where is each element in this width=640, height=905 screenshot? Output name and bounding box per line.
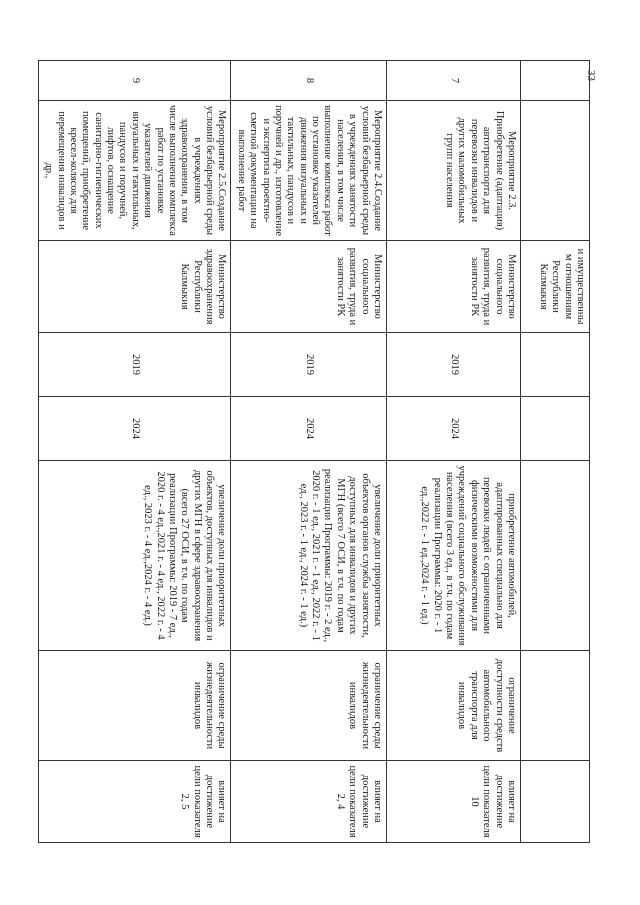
table-row [387,61,521,843]
cell-number [521,61,590,101]
cell-end-year: 2024 [38,397,231,461]
cell-end-year: 2024 [231,397,387,461]
cell-consequence [521,651,590,761]
cell-number: 7 [387,61,521,101]
cell-start-year: 2019 [231,333,387,397]
cell-indicator-link: влияет на достижение цели показателя 2, 5 [38,761,231,843]
cell-measure [521,101,590,241]
table-row [231,61,387,843]
cell-number: 8 [231,61,387,101]
page-number: 33 [585,70,597,81]
cell-measure: Мероприятие 2.4.Создание условий безбарьерной среды в учреждениях занятости населения, в том числе выполнение комплекса работ по установке указателей движения визуальных и тактильных, пандусов и поручней и др., изготовление и экспертиза проектно-сметной документации на выполнение работ [231,101,387,241]
cell-end-year [521,397,590,461]
cell-consequence: ограничение среды жизнедеятельности инвалидов [231,651,387,761]
cell-expected-result: приобретение автомобилей, адаптированных специально для перевозки людей с ограниченными физическими возможностями для учреждений социального обслуживания населения (всего 3 ед., в т.ч. по годам реализации Программы: 2020 г. - 1 ед.,2022 г. - 1 ед.,2024 г. - 1 ед.) [387,461,521,651]
cell-measure: Мероприятие 2.5.Создание условий безбарьерной среды в учреждениях здравоохранения, в том числе выполнение комплекса работ по установке указателей движения визуальных и тактильных, пандусов и поручней, лифтов, оснащение санитарно-гигиенических помещений, приобретение кресел-колясок для перемещения инвалидов и др., [38,101,231,241]
cell-indicator-link: влияет на достижение цели показателя 10 [387,761,521,843]
cell-measure: Мероприятие 2.3. Приобретение (адаптация) автотранспорта для перевозки инвалидов и других маломобильных групп населения [387,101,521,241]
cell-executor: и имущественны м отношениям Республики Калмыкия [521,241,590,333]
cell-expected-result: увеличение доли приоритетных объектов, доступных для инвалидов и других МГН в сфере здравоохранения (всего 27 ОСИ, в т.ч. по годам реализации Программы: 2019 - 7 ед., 2020 г. - 4 ед.,2021 г. - 4 ед., 2022 г. - 4 ед., 2023 г. - 4 ед.,2024 г. - 4 ед.) [38,461,231,651]
cell-start-year: 2019 [38,333,231,397]
cell-start-year: 2019 [387,333,521,397]
cell-start-year [521,333,590,397]
cell-end-year: 2024 [387,397,521,461]
table-row [521,61,590,843]
cell-number: 9 [38,61,231,101]
cell-indicator-link [521,761,590,843]
cell-executor: Министерство социального развития, труда и занятости РК [387,241,521,333]
cell-executor: Министерство здравоохранения Республики Калмыкия [38,241,231,333]
cell-consequence: ограничение доступности средств автомобильного транспорта для инвалидов [387,651,521,761]
table-row [38,61,231,843]
cell-indicator-link: влияет на достижение цели показателя 2, 4 [231,761,387,843]
cell-executor: Министерство социального развития, труда и занятости РК [231,241,387,333]
cell-expected-result: увеличение доли приоритетных объектов органов службы занятости, доступных для инвалидов и других МГН (всего 7 ОСИ, в т.ч. по годам реализации Программы: 2019 г. - 2 ед., 2020 г. - 1 ед., 2021 г. - 1 ед., 2022 г. - 1 ед., 2023 г. - 1 ед., 2024 г. - 1 ед.) [231,461,387,651]
table-container [43,60,590,842]
cell-consequence: ограничение среды жизнедеятельности инвалидов [38,651,231,761]
cell-expected-result [521,461,590,651]
program-measures-table [38,60,590,843]
